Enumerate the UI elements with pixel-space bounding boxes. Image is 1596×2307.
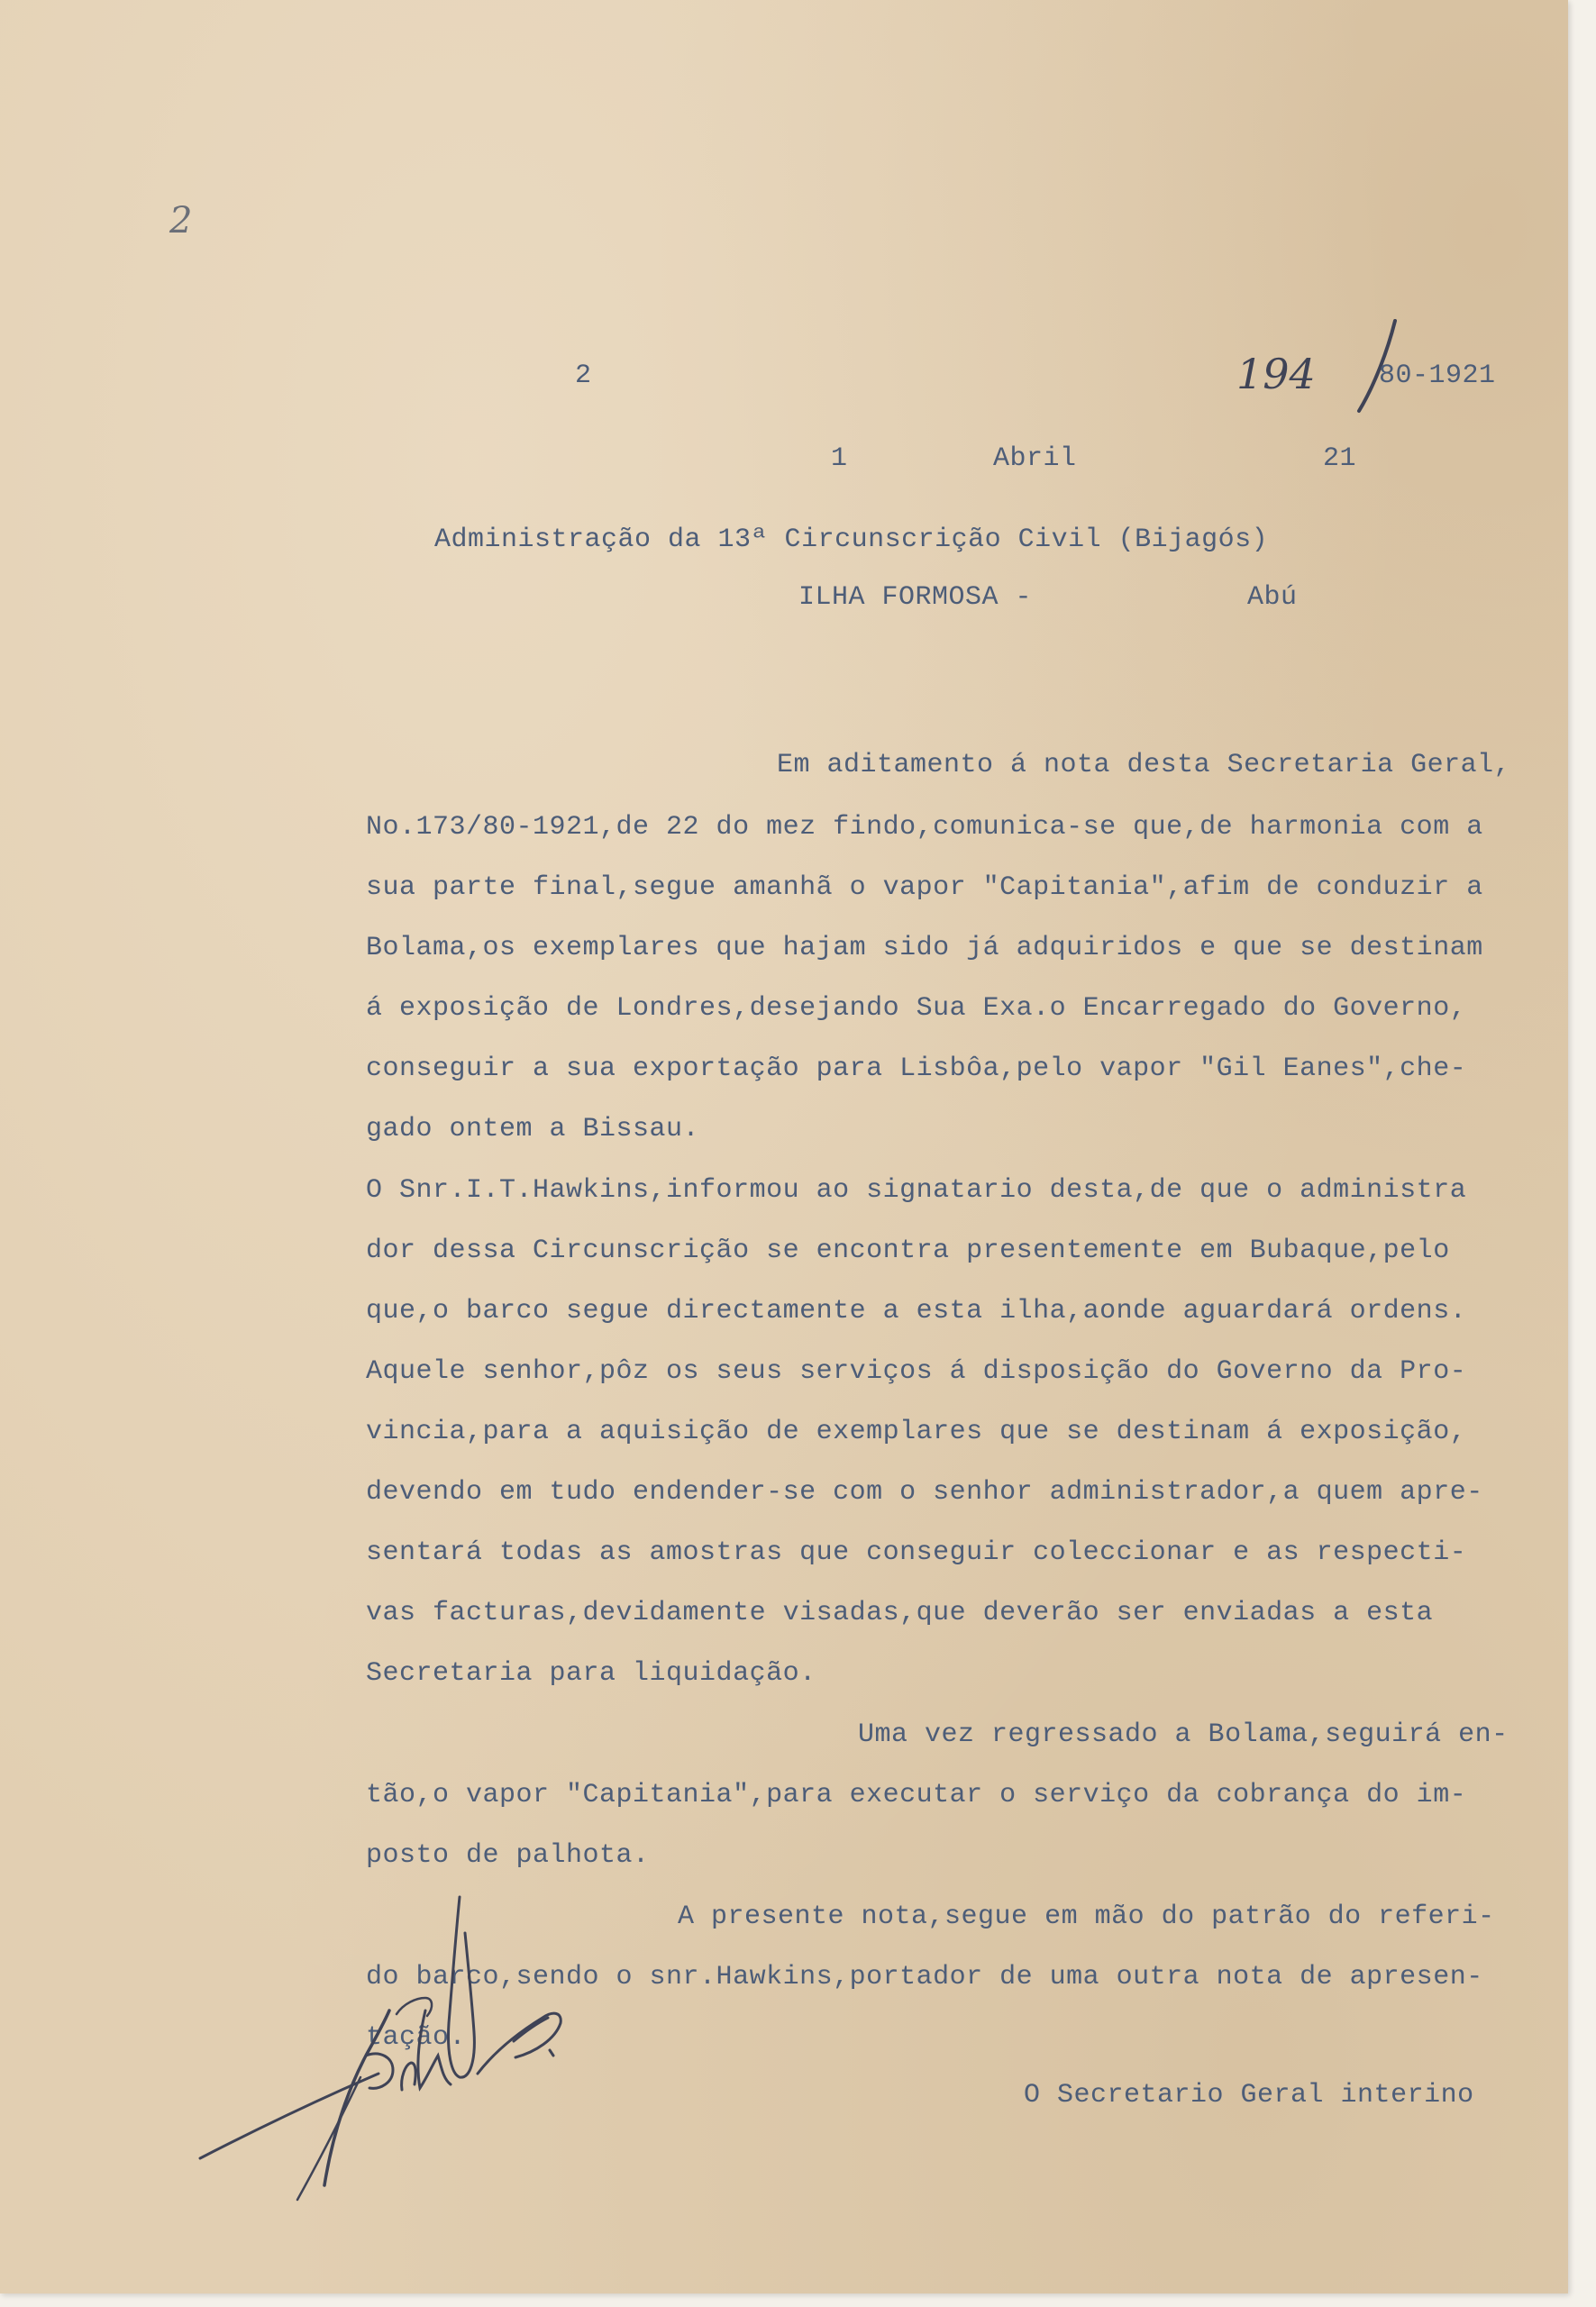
body-line-20: A presente nota,segue em mão do patrão do referi-: [678, 1901, 1495, 1932]
date-year: 21: [1323, 443, 1357, 474]
body-line-7: gado ontem a Bissau.: [366, 1114, 700, 1144]
addressee-line-1: Administração da 13ª Circunscrição Civil (Bijagós): [434, 524, 1269, 555]
addressee-place: ILHA FORMOSA -: [798, 582, 1033, 613]
body-line-9: dor dessa Circunscrição se encontra presentemente em Bubaque,pelo: [366, 1236, 1450, 1266]
typed-reference-number: 80-1921: [1379, 360, 1496, 391]
body-line-8: O Snr.I.T.Hawkins,informou ao signatario desta,de que o administra: [366, 1175, 1467, 1206]
page-number: 2: [575, 360, 592, 391]
body-line-15: vas facturas,devidamente visadas,que deverão ser enviadas a esta: [366, 1598, 1434, 1628]
body-line-2: No.173/80-1921,de 22 do mez findo,comunica-se que,de harmonia com a: [366, 812, 1483, 843]
body-line-5: á exposição de Londres,desejando Sua Exa.o Encarregado do Governo,: [366, 993, 1467, 1024]
body-line-10: que,o barco segue directamente a esta ilha,aonde aguardará ordens.: [366, 1296, 1467, 1327]
body-line-6: conseguir a sua exportação para Lisbôa,pelo vapor "Gil Eanes",che-: [366, 1053, 1467, 1084]
handwritten-signature: [189, 1897, 604, 2221]
date-day: 1: [831, 443, 848, 474]
signatory-title: O Secretario Geral interino: [1024, 2080, 1474, 2111]
body-line-21: do barco,sendo o snr.Hawkins,portador de uma outra nota de apresen-: [366, 1962, 1483, 1992]
body-line-1: Em aditamento á nota desta Secretaria Geral,: [777, 750, 1511, 780]
body-line-4: Bolama,os exemplares que hajam sido já adquiridos e que se destinam: [366, 933, 1483, 963]
body-line-18: tão,o vapor "Capitania",para executar o serviço da cobrança do im-: [366, 1780, 1467, 1810]
date-month: Abril: [993, 443, 1077, 474]
addressee-locality: Abú: [1247, 582, 1298, 613]
pencil-folio-number: 2: [169, 200, 193, 242]
body-line-13: devendo em tudo endender-se com o senhor administrador,a quem apre-: [366, 1477, 1483, 1508]
body-line-14: sentará todas as amostras que conseguir coleccionar e as respecti-: [366, 1537, 1467, 1568]
handwritten-reference-number: 194: [1236, 350, 1316, 398]
body-line-17: Uma vez regressado a Bolama,seguirá en-: [858, 1719, 1509, 1750]
body-line-11: Aquele senhor,pôz os seus serviços á disposição do Governo da Pro-: [366, 1356, 1467, 1387]
body-line-12: vincia,para a aquisição de exemplares que se destinam á exposição,: [366, 1417, 1467, 1447]
body-line-3: sua parte final,segue amanhã o vapor "Capitania",afim de conduzir a: [366, 872, 1483, 903]
body-line-19: posto de palhota.: [366, 1840, 650, 1871]
body-line-16: Secretaria para liquidação.: [366, 1658, 816, 1689]
body-line-22: tação.: [366, 2022, 467, 2053]
